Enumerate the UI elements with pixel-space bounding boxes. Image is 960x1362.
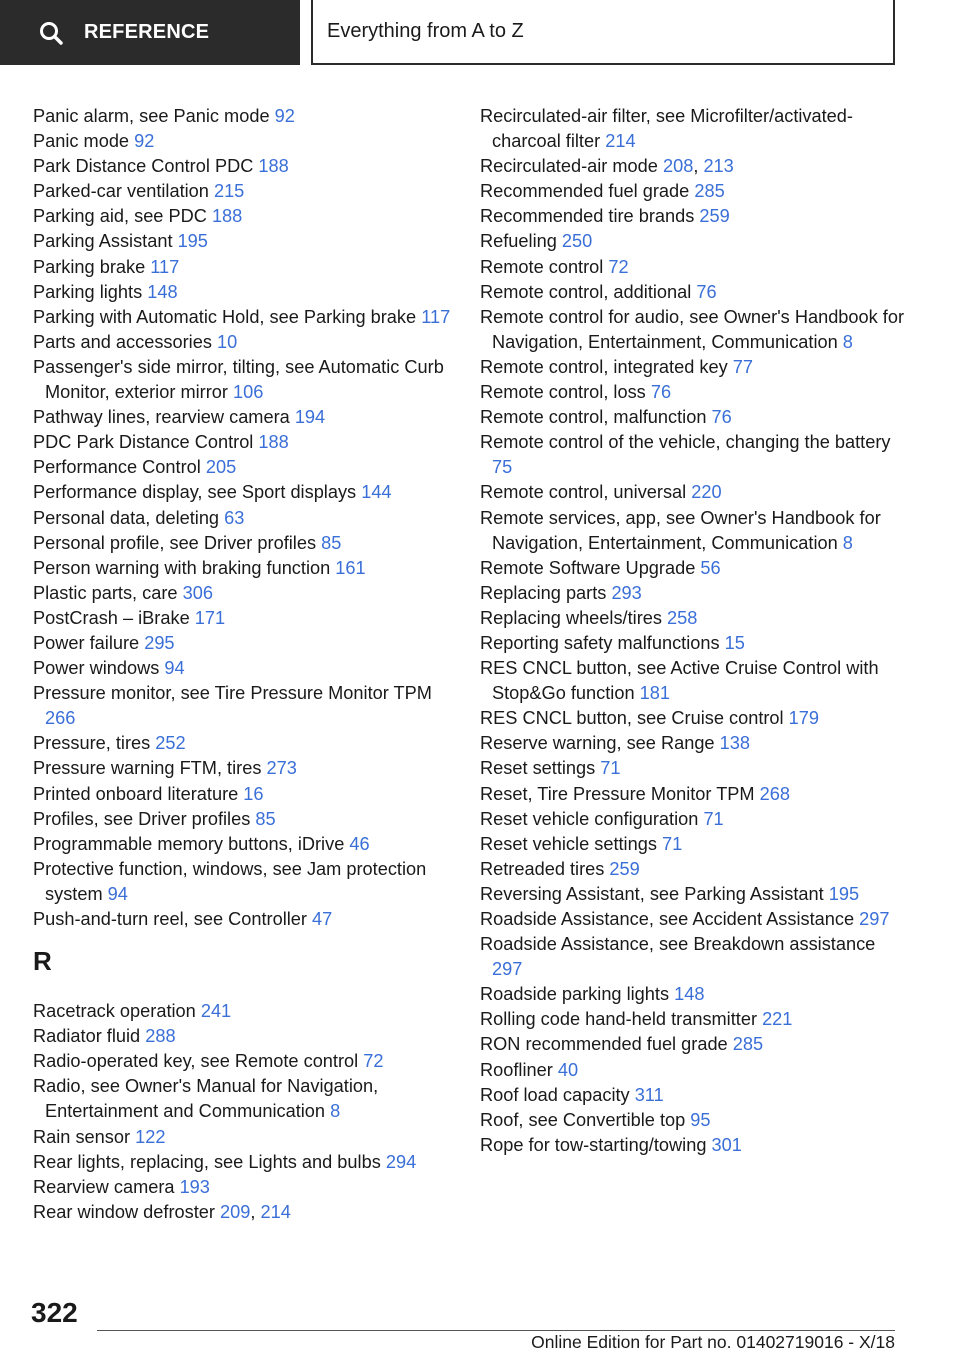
index-entry [33, 907, 453, 932]
page-ref-link[interactable]: 75 [492, 457, 513, 478]
index-entry [480, 907, 905, 932]
page-ref-link[interactable]: 117 [421, 306, 451, 327]
page-ref-link[interactable]: 293 [611, 582, 642, 603]
index-entry-text: PDC Park Distance Control [33, 432, 259, 453]
index-entry-text: Reset settings [480, 758, 601, 779]
page-ref-link[interactable]: 92 [134, 131, 155, 152]
index-entry [480, 606, 905, 631]
page-ref-link[interactable]: 258 [667, 607, 698, 628]
index-entry-text: RON recommended fuel grade [480, 1034, 733, 1055]
index-entry [480, 982, 905, 1007]
page-ref-separator: , [693, 156, 704, 177]
index-entry-text: Performance display, see Sport displays [33, 482, 362, 503]
index-entry [33, 606, 453, 631]
index-entry [480, 882, 905, 907]
index-entry [480, 204, 905, 229]
index-entry-text: Parts and accessories [33, 331, 217, 352]
index-entry-text: Roof load capacity [480, 1084, 635, 1105]
index-entry [480, 229, 905, 254]
page-ref-separator: , [250, 1201, 261, 1222]
index-entry-text: Roadside parking lights [480, 984, 675, 1005]
page-ref-link[interactable]: 208 [662, 156, 694, 177]
index-entry-text: Roof, see Convertible top [480, 1109, 691, 1130]
index-entry-text: Pressure monitor, see Tire Pressure Monitor TPM [33, 683, 432, 704]
index-entry-text: Roofliner [480, 1059, 558, 1080]
index-entry [33, 104, 453, 129]
page-ref-link[interactable]: 297 [859, 909, 890, 929]
index-entry-text: Reset vehicle settings [480, 833, 662, 854]
index-entry-text: Remote control, universal [480, 482, 692, 503]
page-ref-link[interactable]: 205 [205, 457, 237, 478]
index-entry [33, 204, 453, 229]
index-entry-text: Rolling code hand-held transmitter [480, 1009, 763, 1030]
page-ref-link[interactable]: 148 [674, 984, 705, 1005]
index-column-left [33, 104, 453, 1225]
index-entry [33, 731, 453, 756]
index-entry-text: Person warning with braking function [33, 557, 336, 578]
index-entry [33, 581, 453, 606]
page-ref-link[interactable]: 56 [700, 557, 721, 578]
index-entry [480, 380, 905, 405]
index-entry-text: Parking Assistant [33, 231, 178, 252]
index-entry [480, 807, 905, 832]
index-entry-text: Parked-car ventilation [33, 181, 214, 202]
page-ref-link[interactable]: 148 [147, 281, 178, 302]
index-entry [33, 681, 453, 731]
page-ref-link[interactable]: 94 [164, 658, 185, 679]
index-entry [480, 581, 905, 606]
page-ref-link[interactable]: 285 [732, 1034, 764, 1055]
index-entry-text: Remote control [480, 256, 609, 277]
index-entry-text: Park Distance Control PDC [33, 156, 259, 177]
page-ref-link[interactable]: 85 [321, 532, 342, 553]
index-entry [480, 1108, 905, 1133]
page-ref-link[interactable]: 72 [608, 256, 629, 277]
index-entry [480, 506, 905, 556]
index-entry-text: Pressure warning FTM, tires [33, 758, 267, 779]
index-entry-text: Programmable memory buttons, iDrive [33, 833, 350, 854]
index-entry [480, 305, 905, 355]
index-entry [33, 1024, 453, 1049]
index-entry-text: Personal profile, see Driver profiles [33, 532, 322, 553]
page-ref-link[interactable]: 214 [605, 131, 636, 152]
index-entry [33, 430, 453, 455]
index-entry [33, 1074, 453, 1124]
index-entry-text: Panic mode [33, 131, 135, 152]
index-entry-text: Parking brake [33, 256, 151, 277]
index-entry [33, 480, 453, 505]
index-entry [33, 455, 453, 480]
page-ref-link[interactable]: 122 [135, 1126, 166, 1147]
page-ref-link[interactable]: 294 [385, 1151, 417, 1172]
index-entry [33, 531, 453, 556]
index-entry-text: Reversing Assistant, see Parking Assistant [480, 883, 829, 904]
page-ref-link[interactable]: 195 [177, 231, 208, 252]
index-entry [33, 1049, 453, 1074]
index-entry-text: Remote control, integrated key [480, 356, 733, 377]
footer-divider [97, 1330, 895, 1331]
index-entry-text: Remote control, malfunction [480, 407, 712, 428]
search-icon [38, 20, 64, 46]
index-entry [480, 631, 905, 656]
page-ref-link[interactable]: 250 [561, 231, 593, 252]
index-entry [480, 706, 905, 731]
index-entry [480, 280, 905, 305]
index-entry [33, 255, 453, 280]
index-entry-text: Recirculated-air filter, see Microfilter/activated-charcoal filter [480, 106, 853, 152]
index-entry-text: Push-and-turn reel, see Controller [33, 909, 313, 929]
page-ref-link[interactable]: 181 [639, 683, 670, 704]
page-ref-link[interactable]: 15 [724, 632, 745, 653]
page-ref-link[interactable]: 241 [200, 1001, 232, 1022]
index-entry-text: Rear lights, replacing, see Lights and bulbs [33, 1151, 386, 1172]
index-entry [33, 556, 453, 581]
index-entry-text: Plastic parts, care [33, 582, 183, 603]
page-ref-link[interactable]: 71 [600, 758, 621, 779]
index-entry [33, 782, 453, 807]
page-ref-link[interactable]: 221 [762, 1009, 793, 1030]
index-entry [480, 832, 905, 857]
index-entry [33, 631, 453, 656]
index-entry-text: Reset vehicle configuration [480, 808, 704, 829]
index-entry [480, 430, 905, 480]
index-entry-text: Recirculated-air mode [480, 156, 663, 177]
index-entry-text: Personal data, deleting [33, 507, 225, 528]
reference-tab [0, 0, 300, 65]
index-entry-text: Radiator fluid [33, 1026, 146, 1047]
index-entry [480, 1007, 905, 1032]
index-entry [33, 807, 453, 832]
index-entry [480, 179, 905, 204]
page-ref-link[interactable]: 77 [732, 356, 753, 377]
page-ref-link[interactable]: 76 [650, 382, 672, 403]
index-entry-text: RES CNCL button, see Cruise control [480, 708, 789, 729]
index-entry-text: Refueling [480, 231, 562, 252]
index-entry-text: Power windows [33, 658, 165, 679]
index-entry-text: Remote control, loss [480, 382, 651, 403]
page-ref-link[interactable]: 188 [258, 432, 289, 453]
index-entry [33, 656, 453, 681]
index-entry [33, 999, 453, 1024]
index-entry [33, 355, 453, 405]
index-entry-text: Pathway lines, rearview camera [33, 407, 295, 428]
index-entry-text: Replacing wheels/tires [480, 607, 668, 628]
page-ref-link[interactable]: 95 [690, 1109, 711, 1130]
index-entry [480, 782, 905, 807]
page-ref-link[interactable]: 71 [703, 808, 724, 829]
index-entry [33, 1200, 453, 1225]
index-entry-text: Reserve warning, see Range [480, 733, 720, 754]
page-ref-link[interactable]: 193 [179, 1176, 210, 1197]
page-ref-link[interactable]: 252 [155, 733, 186, 754]
index-entry [480, 355, 905, 380]
index-entry [33, 832, 453, 857]
page-ref-link[interactable]: 40 [557, 1059, 579, 1080]
page-ref-link[interactable]: 215 [213, 181, 245, 202]
index-entry [480, 731, 905, 756]
tab-label: REFERENCE [84, 21, 210, 43]
index-entry-text: Protective function, windows, see Jam protection system [33, 858, 427, 904]
index-entry [480, 1083, 905, 1108]
page-ref-link[interactable]: 194 [294, 407, 326, 428]
index-entry-text: Roadside Assistance, see Breakdown assistance [480, 934, 876, 955]
index-entry-text: Recommended tire brands [480, 206, 700, 227]
index-entry-text: Parking with Automatic Hold, see Parking brake [33, 306, 422, 327]
index-entry [33, 756, 453, 781]
index-entry-text: PostCrash – iBrake [33, 607, 195, 628]
page-ref-link[interactable]: 285 [694, 181, 725, 202]
index-entry-text: Retreaded tires [480, 858, 610, 879]
page-ref-link[interactable]: 268 [759, 783, 790, 804]
page-ref-link[interactable]: 209 [220, 1201, 251, 1222]
page-ref-link[interactable]: 188 [211, 206, 243, 227]
page-ref-link[interactable]: 297 [492, 959, 523, 980]
page-ref-link[interactable]: 76 [711, 407, 732, 428]
index-entry-text: Remote Software Upgrade [480, 557, 701, 578]
index-entry [33, 154, 453, 179]
index-entry-text: Passenger's side mirror, tilting, see Automatic Curb Monitor, exterior mirror [33, 356, 444, 403]
page-ref-link[interactable]: 306 [182, 582, 213, 603]
index-entry [480, 556, 905, 581]
index-entry [480, 104, 905, 154]
index-entry [480, 932, 905, 982]
index-entry-text: Recommended fuel grade [480, 181, 695, 202]
index-entry [33, 405, 453, 430]
index-entry-text: Pressure, tires [33, 733, 156, 754]
index-entry [480, 656, 905, 706]
index-entry-text: Rearview camera [33, 1176, 180, 1197]
page-ref-link[interactable]: 259 [609, 858, 640, 879]
page-ref-link[interactable]: 10 [216, 331, 238, 352]
index-entry [33, 857, 453, 907]
index-entry-text: Rear window defroster [33, 1201, 221, 1222]
page-ref-link[interactable]: 259 [699, 206, 730, 227]
page-ref-link[interactable]: 63 [224, 507, 245, 528]
page-ref-link[interactable]: 273 [266, 758, 297, 779]
page-ref-link[interactable]: 16 [243, 783, 264, 804]
index-entry-text: Rain sensor [33, 1126, 136, 1147]
index-entry-text: Rope for tow-starting/towing [480, 1134, 712, 1155]
index-entry-text: Power failure [33, 632, 145, 653]
index-entry-text: Radio-operated key, see Remote control [33, 1051, 364, 1072]
page-ref-link[interactable]: 94 [107, 883, 128, 904]
index-entry [33, 129, 453, 154]
page-ref-link[interactable]: 213 [703, 156, 734, 177]
index-entry-text: Radio, see Owner's Manual for Navigation, Entertainment and Communication [33, 1076, 379, 1122]
index-entry-text: Reporting safety malfunctions [480, 632, 725, 653]
page-ref-link[interactable]: 85 [255, 808, 276, 829]
section-title-text: Everything from A to Z [327, 20, 524, 42]
index-entry-text: Printed onboard literature [33, 783, 244, 804]
index-entry [33, 1175, 453, 1200]
page-ref-link[interactable]: 46 [349, 833, 370, 854]
page-ref-link[interactable]: 171 [194, 607, 226, 628]
page-ref-link[interactable]: 144 [361, 482, 392, 503]
index-entry [480, 857, 905, 882]
page-ref-link[interactable]: 179 [788, 708, 820, 729]
index-entry-text: Remote services, app, see Owner's Handbook for Navigation, Entertainment, Communication [480, 507, 881, 553]
page-ref-link[interactable]: 117 [150, 256, 180, 277]
index-entry-text: Remote control of the vehicle, changing the battery [480, 432, 891, 453]
index-entry [480, 1032, 905, 1057]
page-ref-link[interactable]: 295 [144, 632, 175, 653]
index-entry-text: Performance Control [33, 457, 206, 478]
page-ref-link[interactable]: 72 [363, 1051, 384, 1072]
index-entry-text: Remote control for audio, see Owner's Handbook for Navigation, Entertainment, Communication [480, 306, 905, 352]
index-entry [480, 480, 905, 505]
page-ref-link[interactable]: 47 [312, 909, 333, 929]
page-ref-link[interactable]: 92 [274, 106, 295, 126]
index-entry-text: Parking aid, see PDC [33, 206, 212, 227]
page-ref-link[interactable]: 8 [842, 532, 853, 553]
index-column-right [480, 104, 905, 1158]
index-entry-text: Panic alarm, see Panic mode [33, 106, 275, 126]
index-entry [480, 756, 905, 781]
index-entry [480, 1133, 905, 1158]
page-ref-link[interactable]: 138 [719, 733, 750, 754]
page-ref-link[interactable]: 188 [258, 156, 289, 177]
index-entry-text: Roadside Assistance, see Accident Assistance [480, 909, 860, 929]
index-entry-text: Profiles, see Driver profiles [33, 808, 256, 829]
index-entry [33, 506, 453, 531]
page-ref-link[interactable]: 311 [634, 1084, 664, 1105]
page-ref-link[interactable]: 161 [335, 557, 366, 578]
page-number: 322 [31, 1297, 78, 1328]
index-entry-text: Replacing parts [480, 582, 612, 603]
edition-note: Online Edition for Part no. 01402719016 - X/18 [531, 1332, 895, 1352]
page-ref-link[interactable]: 8 [842, 331, 853, 352]
index-entry [33, 229, 453, 254]
page-ref-link[interactable]: 195 [828, 883, 860, 904]
index-entry [33, 179, 453, 204]
section-title [311, 0, 895, 65]
index-entry-text: Racetrack operation [33, 1001, 201, 1022]
page-ref-link[interactable]: 76 [696, 281, 717, 302]
page-ref-link[interactable]: 266 [45, 708, 76, 729]
index-entry [480, 1058, 905, 1083]
index-entry [480, 154, 905, 179]
index-entry-text: Reset, Tire Pressure Monitor TPM [480, 783, 760, 804]
index-letter-heading: R [33, 946, 52, 977]
index-entry [33, 280, 453, 305]
page-ref-link[interactable]: 288 [145, 1026, 176, 1047]
index-entry-text: RES CNCL button, see Active Cruise Control with Stop&Go function [480, 658, 879, 704]
index-entry [33, 1150, 453, 1175]
index-entry [33, 305, 453, 330]
index-entry [33, 1125, 453, 1150]
page-ref-link[interactable]: 214 [260, 1201, 291, 1222]
index-entry [480, 405, 905, 430]
page-ref-link[interactable]: 106 [232, 382, 264, 403]
index-entry [33, 330, 453, 355]
index-entry [480, 255, 905, 280]
page-ref-link[interactable]: 220 [691, 482, 722, 503]
page-ref-link[interactable]: 8 [330, 1101, 341, 1122]
index-entry-text: Parking lights [33, 281, 148, 302]
page-ref-link[interactable]: 71 [661, 833, 683, 854]
page-ref-link[interactable]: 301 [711, 1134, 742, 1155]
index-entry-text: Remote control, additional [480, 281, 697, 302]
